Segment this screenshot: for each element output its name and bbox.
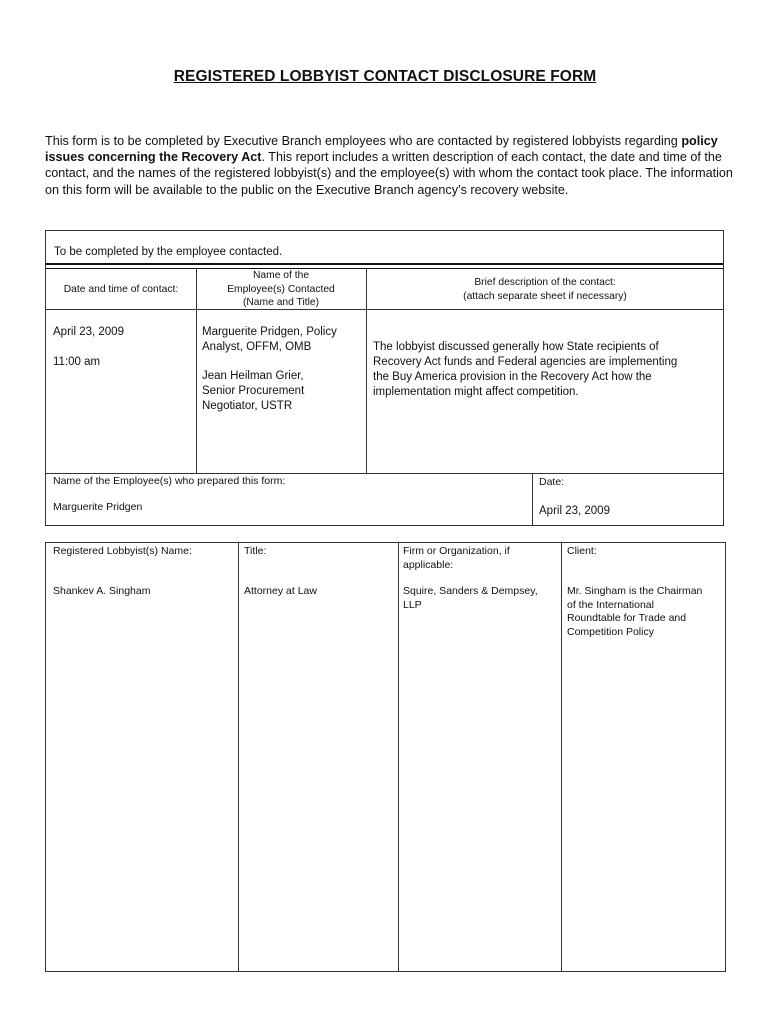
contact-time: 11:00 am <box>53 356 101 368</box>
title-label: Title: <box>244 545 267 557</box>
title-value: Attorney at Law <box>244 585 317 597</box>
description-line: the Buy America provision in the Recovery Act how the <box>373 371 652 383</box>
description-line: Recovery Act funds and Federal agencies are implementing <box>373 356 678 368</box>
col-divider-title <box>238 543 239 971</box>
employee-contacted-2 <box>202 369 304 414</box>
col-header-employee-line: Employee(s) Contacted <box>227 283 335 295</box>
prepared-by-label: Name of the Employee(s) who prepared this form: <box>53 475 286 487</box>
intro-bold: policy issues concerning the Recovery Act <box>45 134 718 165</box>
firm-value-line: Squire, Sanders & Dempsey, <box>403 585 538 597</box>
firm-label-line: applicable: <box>403 558 454 571</box>
col-divider-client <box>561 543 562 971</box>
table1-heading: To be completed by the employee contacted. <box>54 246 283 258</box>
double-rule-top <box>46 263 723 265</box>
col-header-date-time: Date and time of contact: <box>63 284 179 295</box>
firm-value-line: LLP <box>403 598 422 611</box>
form-title: REGISTERED LOBBYIST CONTACT DISCLOSURE FORM <box>173 68 597 85</box>
client-value-line: of the International <box>567 598 654 611</box>
client-value-line: Competition Policy <box>567 625 654 638</box>
employee-line: Analyst, OFFM, OMB <box>202 341 312 353</box>
contact-date: April 23, 2009 <box>53 326 124 338</box>
description-line: implementation might affect competition. <box>373 386 579 398</box>
lobbyist-table <box>45 542 726 972</box>
intro-paragraph <box>45 133 735 198</box>
lobbyist-name-label: Registered Lobbyist(s) Name: <box>53 545 192 557</box>
col-header-employee <box>196 269 366 310</box>
intro-text-1: This form is to be completed by Executive Branch employees who are contacted by registered lobbyists regarding <box>45 134 682 148</box>
employee-contact-table <box>45 230 724 526</box>
double-rule-bottom <box>46 268 723 269</box>
employee-line: Senior Procurement <box>202 385 305 397</box>
employee-contacted-1 <box>202 325 337 355</box>
client-value-line: Mr. Singham is the Chairman <box>567 585 703 597</box>
col-header-employee-line: (Name and Title) <box>242 297 320 308</box>
col-header-description <box>366 276 724 303</box>
body-row-divider <box>46 473 723 474</box>
employee-line: Jean Heilman Grier, <box>202 370 304 382</box>
client-value-line: Roundtable for Trade and <box>567 612 687 624</box>
col-header-description-line: (attach separate sheet if necessary) <box>463 290 627 302</box>
col-divider-date <box>532 473 533 526</box>
lobbyist-name-value: Shankev A. Singham <box>53 585 151 597</box>
employee-line: Marguerite Pridgen, Policy <box>202 326 337 338</box>
client-label: Client: <box>567 545 597 557</box>
contact-description <box>373 340 677 400</box>
col-header-employee-line: Name of the <box>252 270 310 281</box>
date-label: Date: <box>539 476 565 488</box>
date-value: April 23, 2009 <box>539 505 610 517</box>
firm-label-line: Firm or Organization, if <box>403 545 510 557</box>
firm-value <box>403 585 538 612</box>
col-header-description-line: Brief description of the contact: <box>474 277 616 288</box>
col-divider-firm <box>398 543 399 971</box>
client-value <box>567 585 702 639</box>
prepared-by-value: Marguerite Pridgen <box>53 501 143 513</box>
employee-line: Negotiator, USTR <box>202 400 293 412</box>
firm-label <box>403 545 510 572</box>
intro-text-2: . This report includes a written description of each contact, the date and time of the contact, and the names of the registered lobbyist(s) and the employee(s) with whom the contact took place. The information on this form will be available to the public on the Executive Branch agency’s recovery website. <box>45 150 733 197</box>
description-line: The lobbyist discussed generally how State recipients of <box>373 341 659 353</box>
header-row-divider <box>46 309 723 310</box>
